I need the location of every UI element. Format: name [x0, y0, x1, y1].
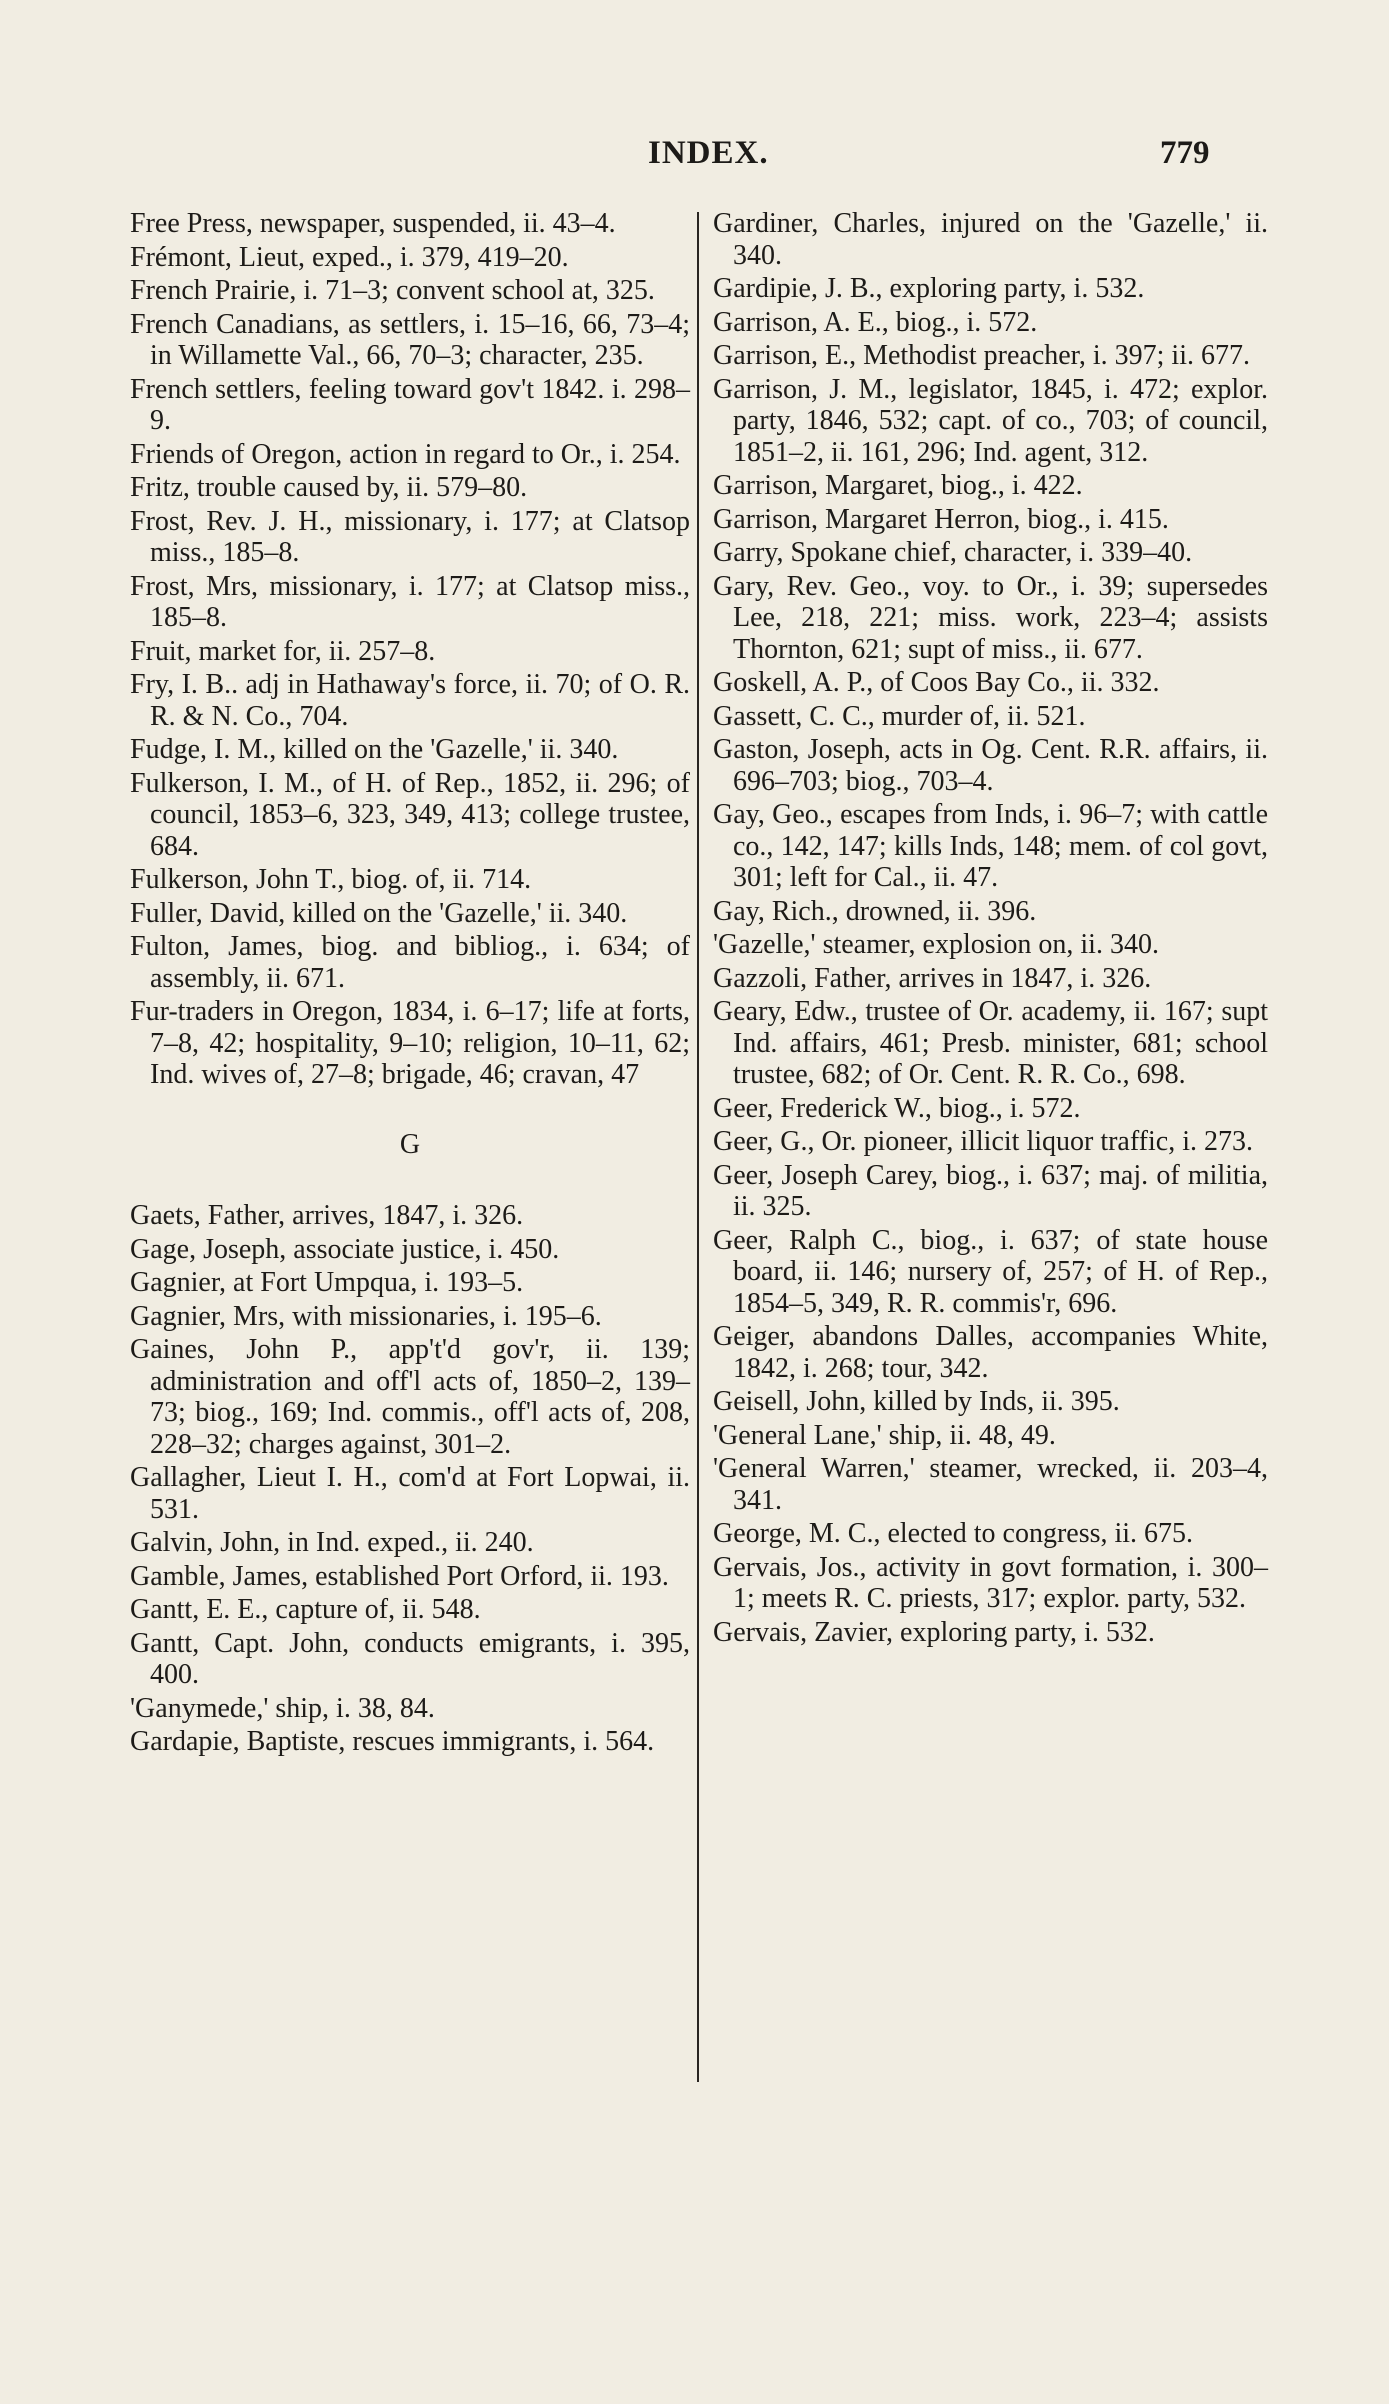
index-entry: Gamble, James, established Port Orford, ii. 193. [130, 1560, 669, 1592]
right-column [713, 208, 1268, 1650]
index-entry: French Prairie, i. 71–3; convent school at, 325. [130, 275, 655, 306]
index-entry: Geer, Joseph Carey, biog., i. 637; maj. of militia, ii. 325. [713, 1159, 1268, 1222]
index-entry: Gary, Rev. Geo., voy. to Or., i. 39; supersedes Lee, 218, 221; miss. work, 223–4; assists Thornton, 621; supt of miss., ii. 677. [713, 570, 1268, 665]
page-title: INDEX. [648, 135, 769, 171]
index-entry: French settlers, feeling toward gov't 1842. i. 298–9. [130, 373, 690, 436]
page-header [0, 135, 1389, 175]
index-entry: Galvin, John, in Ind. exped., ii. 240. [130, 1527, 534, 1558]
index-entry: Garrison, J. M., legislator, 1845, i. 472; explor. party, 1846, 532; capt. of co., 703; of council, 1851–2, ii. 161, 296; Ind. agent, 312. [713, 373, 1268, 468]
left-column [130, 208, 690, 1760]
index-entry: Gantt, E. E., capture of, ii. 548. [130, 1594, 481, 1625]
index-entry: Gallagher, Lieut I. H., com'd at Fort Lopwai, ii. 531. [130, 1462, 690, 1525]
index-entry: Gazzoli, Father, arrives in 1847, i. 326. [713, 962, 1152, 994]
index-entry: Gage, Joseph, associate justice, i. 450. [130, 1233, 560, 1265]
index-entry: Fulkerson, John T., biog. of, ii. 714. [130, 864, 532, 895]
index-entry: 'Gazelle,' steamer, explosion on, ii. 340. [713, 929, 1159, 960]
index-entry: Frost, Mrs, missionary, i. 177; at Clatsop miss., 185–8. [130, 570, 690, 633]
index-entry: Gervais, Zavier, exploring party, i. 532. [713, 1616, 1155, 1648]
index-entry: Gardiner, Charles, injured on the 'Gazelle,' ii. 340. [713, 208, 1268, 271]
index-entry: Gassett, C. C., murder of, ii. 521. [713, 700, 1086, 732]
index-entry: Gaets, Father, arrives, 1847, i. 326. [130, 1200, 524, 1231]
index-entry: Geer, G., Or. pioneer, illicit liquor traffic, i. 273. [713, 1126, 1253, 1157]
index-entry: Garrison, A. E., biog., i. 572. [713, 306, 1038, 338]
index-entry: Fry, I. B.. adj in Hathaway's force, ii. 70; of O. R. R. & N. Co., 704. [130, 669, 690, 732]
section-letter: G [399, 1128, 421, 1160]
index-entry: 'General Lane,' ship, ii. 48, 49. [713, 1419, 1056, 1451]
index-entry: Gay, Rich., drowned, ii. 396. [713, 895, 1037, 927]
index-entry: Fulton, James, biog. and bibliog., i. 634; of assembly, ii. 671. [130, 931, 690, 994]
index-entry: Fuller, David, killed on the 'Gazelle,' ii. 340. [130, 897, 628, 929]
index-entry: Fudge, I. M., killed on the 'Gazelle,' ii. 340. [130, 734, 619, 765]
index-entry: Fritz, trouble caused by, ii. 579–80. [130, 472, 528, 503]
index-entry: Gervais, Jos., activity in govt formation, i. 300–1; meets R. C. priests, 317; explor. party, 532. [713, 1551, 1268, 1614]
index-entry: Geer, Frederick W., biog., i. 572. [713, 1092, 1081, 1124]
index-entry: Gagnier, at Fort Umpqua, i. 193–5. [130, 1267, 524, 1298]
index-entry: Fur-traders in Oregon, 1834, i. 6–17; life at forts, 7–8, 42; hospitality, 9–10; religion, 10–11, 62; Ind. wives of, 27–8; brigade, 46; cravan, 47 [130, 996, 690, 1090]
index-entry: Free Press, newspaper, suspended, ii. 43–4. [130, 208, 616, 239]
index-entry: Gaines, John P., app't'd gov'r, ii. 139; administration and off'l acts of, 1850–2, 139–73; biog., 169; Ind. commis., off'l acts of, 208, 228–32; charges against, 301–2. [130, 1334, 690, 1460]
page-number: 779 [1160, 135, 1210, 171]
column-divider [697, 212, 699, 2082]
index-entry: Fulkerson, I. M., of H. of Rep., 1852, ii. 296; of council, 1853–6, 323, 349, 413; college trustee, 684. [130, 767, 690, 862]
index-entry: Frémont, Lieut, exped., i. 379, 419–20. [130, 241, 569, 273]
index-entry: Frost, Rev. J. H., missionary, i. 177; at Clatsop miss., 185–8. [130, 505, 690, 568]
index-entry: Garrison, E., Methodist preacher, i. 397; ii. 677. [713, 340, 1250, 371]
index-entry: French Canadians, as settlers, i. 15–16, 66, 73–4; in Willamette Val., 66, 70–3; character, 235. [130, 308, 690, 371]
index-entry: Gardipie, J. B., exploring party, i. 532. [713, 273, 1145, 304]
index-entry: Gaston, Joseph, acts in Og. Cent. R.R. affairs, ii. 696–703; biog., 703–4. [713, 734, 1268, 797]
index-entry: Geiger, abandons Dalles, accompanies White, 1842, i. 268; tour, 342. [713, 1321, 1268, 1384]
index-entry: Geisell, John, killed by Inds, ii. 395. [713, 1386, 1120, 1417]
index-entry: Geer, Ralph C., biog., i. 637; of state house board, ii. 146; nursery of, 257; of H. of Rep., 1854–5, 349, R. R. commis'r, 696. [713, 1224, 1268, 1319]
index-entry: Garry, Spokane chief, character, i. 339–40. [713, 537, 1193, 568]
index-entry: 'Ganymede,' ship, i. 38, 84. [130, 1692, 435, 1724]
index-entry: Geary, Edw., trustee of Or. academy, ii. 167; supt Ind. affairs, 461; Presb. minister, 681; school trustee, 682; of Or. Cent. R. R. Co., 698. [713, 996, 1268, 1090]
index-entry: George, M. C., elected to congress, ii. 675. [713, 1518, 1194, 1549]
index-entry: Gantt, Capt. John, conducts emigrants, i. 395, 400. [130, 1627, 690, 1690]
index-entry: Fruit, market for, ii. 257–8. [130, 635, 436, 667]
index-entry: 'General Warren,' steamer, wrecked, ii. 203–4, 341. [713, 1453, 1268, 1516]
index-entry: Friends of Oregon, action in regard to Or., i. 254. [130, 438, 681, 470]
index-entry: Gagnier, Mrs, with missionaries, i. 195–6. [130, 1300, 602, 1332]
index-entry: Goskell, A. P., of Coos Bay Co., ii. 332. [713, 667, 1160, 698]
index-entry: Garrison, Margaret Herron, biog., i. 415. [713, 503, 1169, 535]
index-entry: Gardapie, Baptiste, rescues immigrants, i. 564. [130, 1726, 655, 1757]
index-entry: Garrison, Margaret, biog., i. 422. [713, 470, 1083, 501]
index-entry: Gay, Geo., escapes from Inds, i. 96–7; with cattle co., 142, 147; kills Inds, 148; mem. of col govt, 301; left for Cal., ii. 47. [713, 799, 1268, 893]
